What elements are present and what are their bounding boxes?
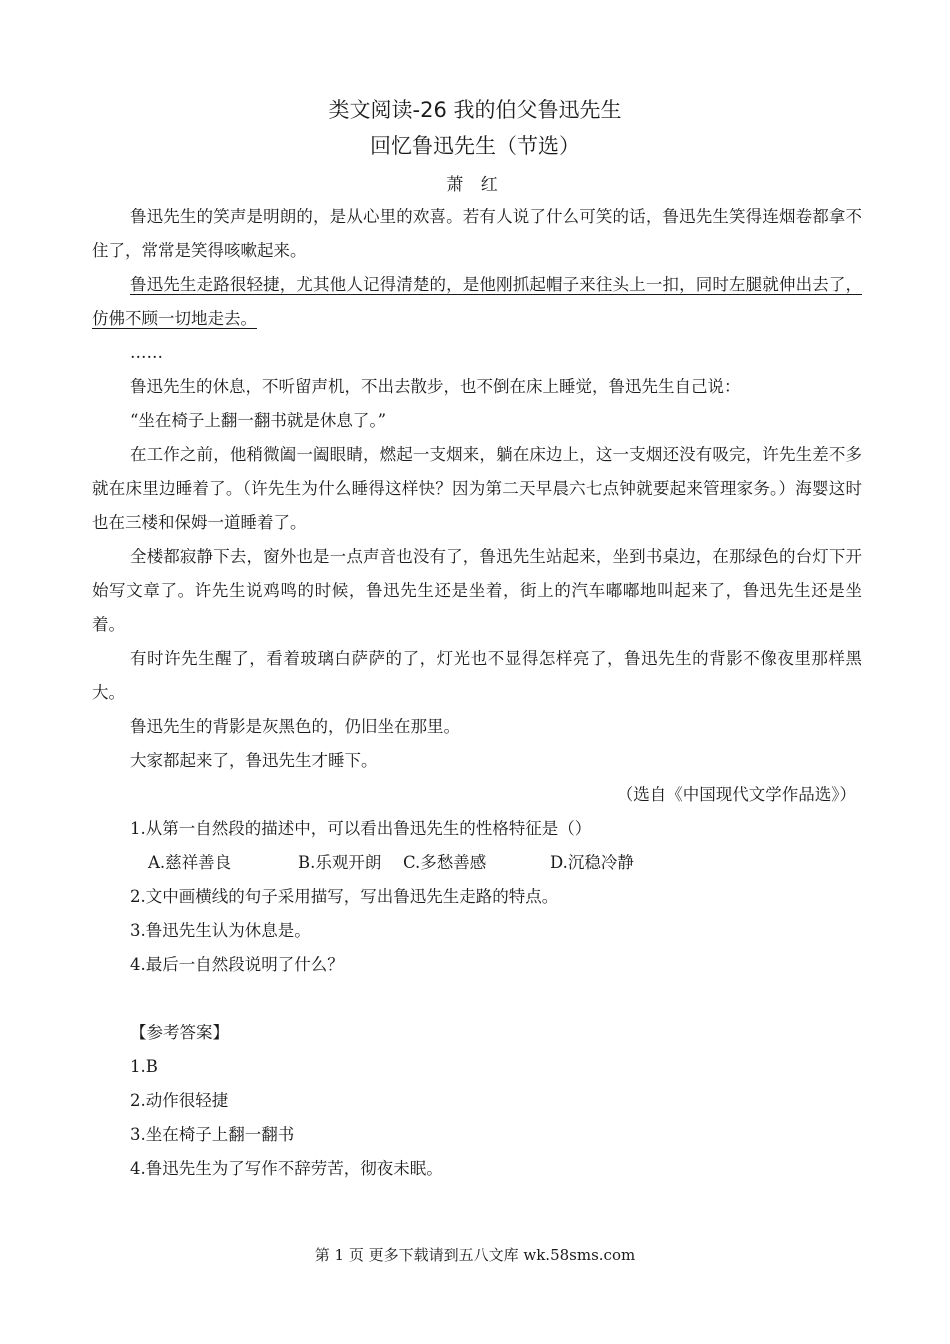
question-1: 1.从第一自然段的描述中，可以看出鲁迅先生的性格特征是（） bbox=[130, 819, 592, 838]
author: 萧 红 bbox=[446, 175, 504, 195]
answer-1: 1.B bbox=[130, 1057, 158, 1076]
title-line-1: 类文阅读-26 我的伯父鲁迅先生 bbox=[328, 98, 622, 122]
option-b: B.乐观开朗 bbox=[298, 853, 382, 872]
option-c: C.多愁善感 bbox=[403, 853, 487, 872]
page-footer: 第 1 页 更多下载请到五八文库 wk.58sms.com bbox=[314, 1246, 636, 1264]
paragraph-6: 全楼都寂静下去，窗外也是一点声音也没有了，鲁迅先生站起来，坐到书桌边，在那绿色的台灯下开始写文章了。许先生说鸡鸣的时候，鲁迅先生还是坐着，街上的汽车嘟嘟地叫起来了，鲁迅先生还是坐着。 bbox=[92, 547, 862, 634]
option-a: A.慈祥善良 bbox=[148, 853, 232, 872]
paragraph-8: 鲁迅先生的背影是灰黑色的，仍旧坐在那里。 bbox=[130, 717, 460, 736]
passage bbox=[92, 200, 862, 1186]
ellipsis: …… bbox=[130, 343, 163, 362]
paragraph-1: 鲁迅先生的笑声是明朗的，是从心里的欢喜。若有人说了什么可笑的话，鲁迅先生笑得连烟卷都拿不住了，常常是笑得咳嗽起来。 bbox=[92, 207, 862, 260]
answer-2: 2.动作很轻捷 bbox=[130, 1091, 229, 1110]
answer-4: 4.鲁迅先生为了写作不辞劳苦，彻夜未眠。 bbox=[130, 1159, 443, 1178]
question-2: 2.文中画横线的句子采用描写，写出鲁迅先生走路的特点。 bbox=[130, 887, 559, 906]
question-1-options bbox=[92, 846, 862, 880]
answer-3: 3.坐在椅子上翻一翻书 bbox=[130, 1125, 295, 1144]
source-citation: （选自《中国现代文学作品选》） bbox=[616, 785, 856, 804]
question-4: 4.最后一自然段说明了什么？ bbox=[130, 955, 344, 974]
answers-heading: 【参考答案】 bbox=[130, 1023, 229, 1042]
paragraph-5: 在工作之前，他稍微阖一阖眼睛，燃起一支烟来，躺在床边上，这一支烟还没有吸完，许先生差不多就在床里边睡着了。（许先生为什么睡得这样快？因为第二天早晨六七点钟就要起来管理家务。）海婴这时也在三楼和保姆一道睡着了。 bbox=[92, 445, 862, 532]
paragraph-7: 有时许先生醒了，看着玻璃白萨萨的了，灯光也不显得怎样亮了，鲁迅先生的背影不像夜里那样黑大。 bbox=[92, 649, 862, 702]
title-line-2: 回忆鲁迅先生（节选） bbox=[370, 134, 580, 158]
paragraph-9: 大家都起来了，鲁迅先生才睡下。 bbox=[130, 751, 378, 770]
option-d: D.沉稳冷静 bbox=[550, 853, 634, 872]
paragraph-4-quote: “坐在椅子上翻一翻书就是休息了。” bbox=[130, 411, 387, 430]
paragraph-2-underlined: 鲁迅先生走路很轻捷，尤其他人记得清楚的，是他刚抓起帽子来往头上一扣，同时左腿就伸出去了，仿佛不顾一切地走去。 bbox=[92, 275, 862, 328]
question-3: 3.鲁迅先生认为休息是。 bbox=[130, 921, 311, 940]
paragraph-3: 鲁迅先生的休息，不听留声机，不出去散步，也不倒在床上睡觉，鲁迅先生自己说： bbox=[130, 377, 741, 396]
